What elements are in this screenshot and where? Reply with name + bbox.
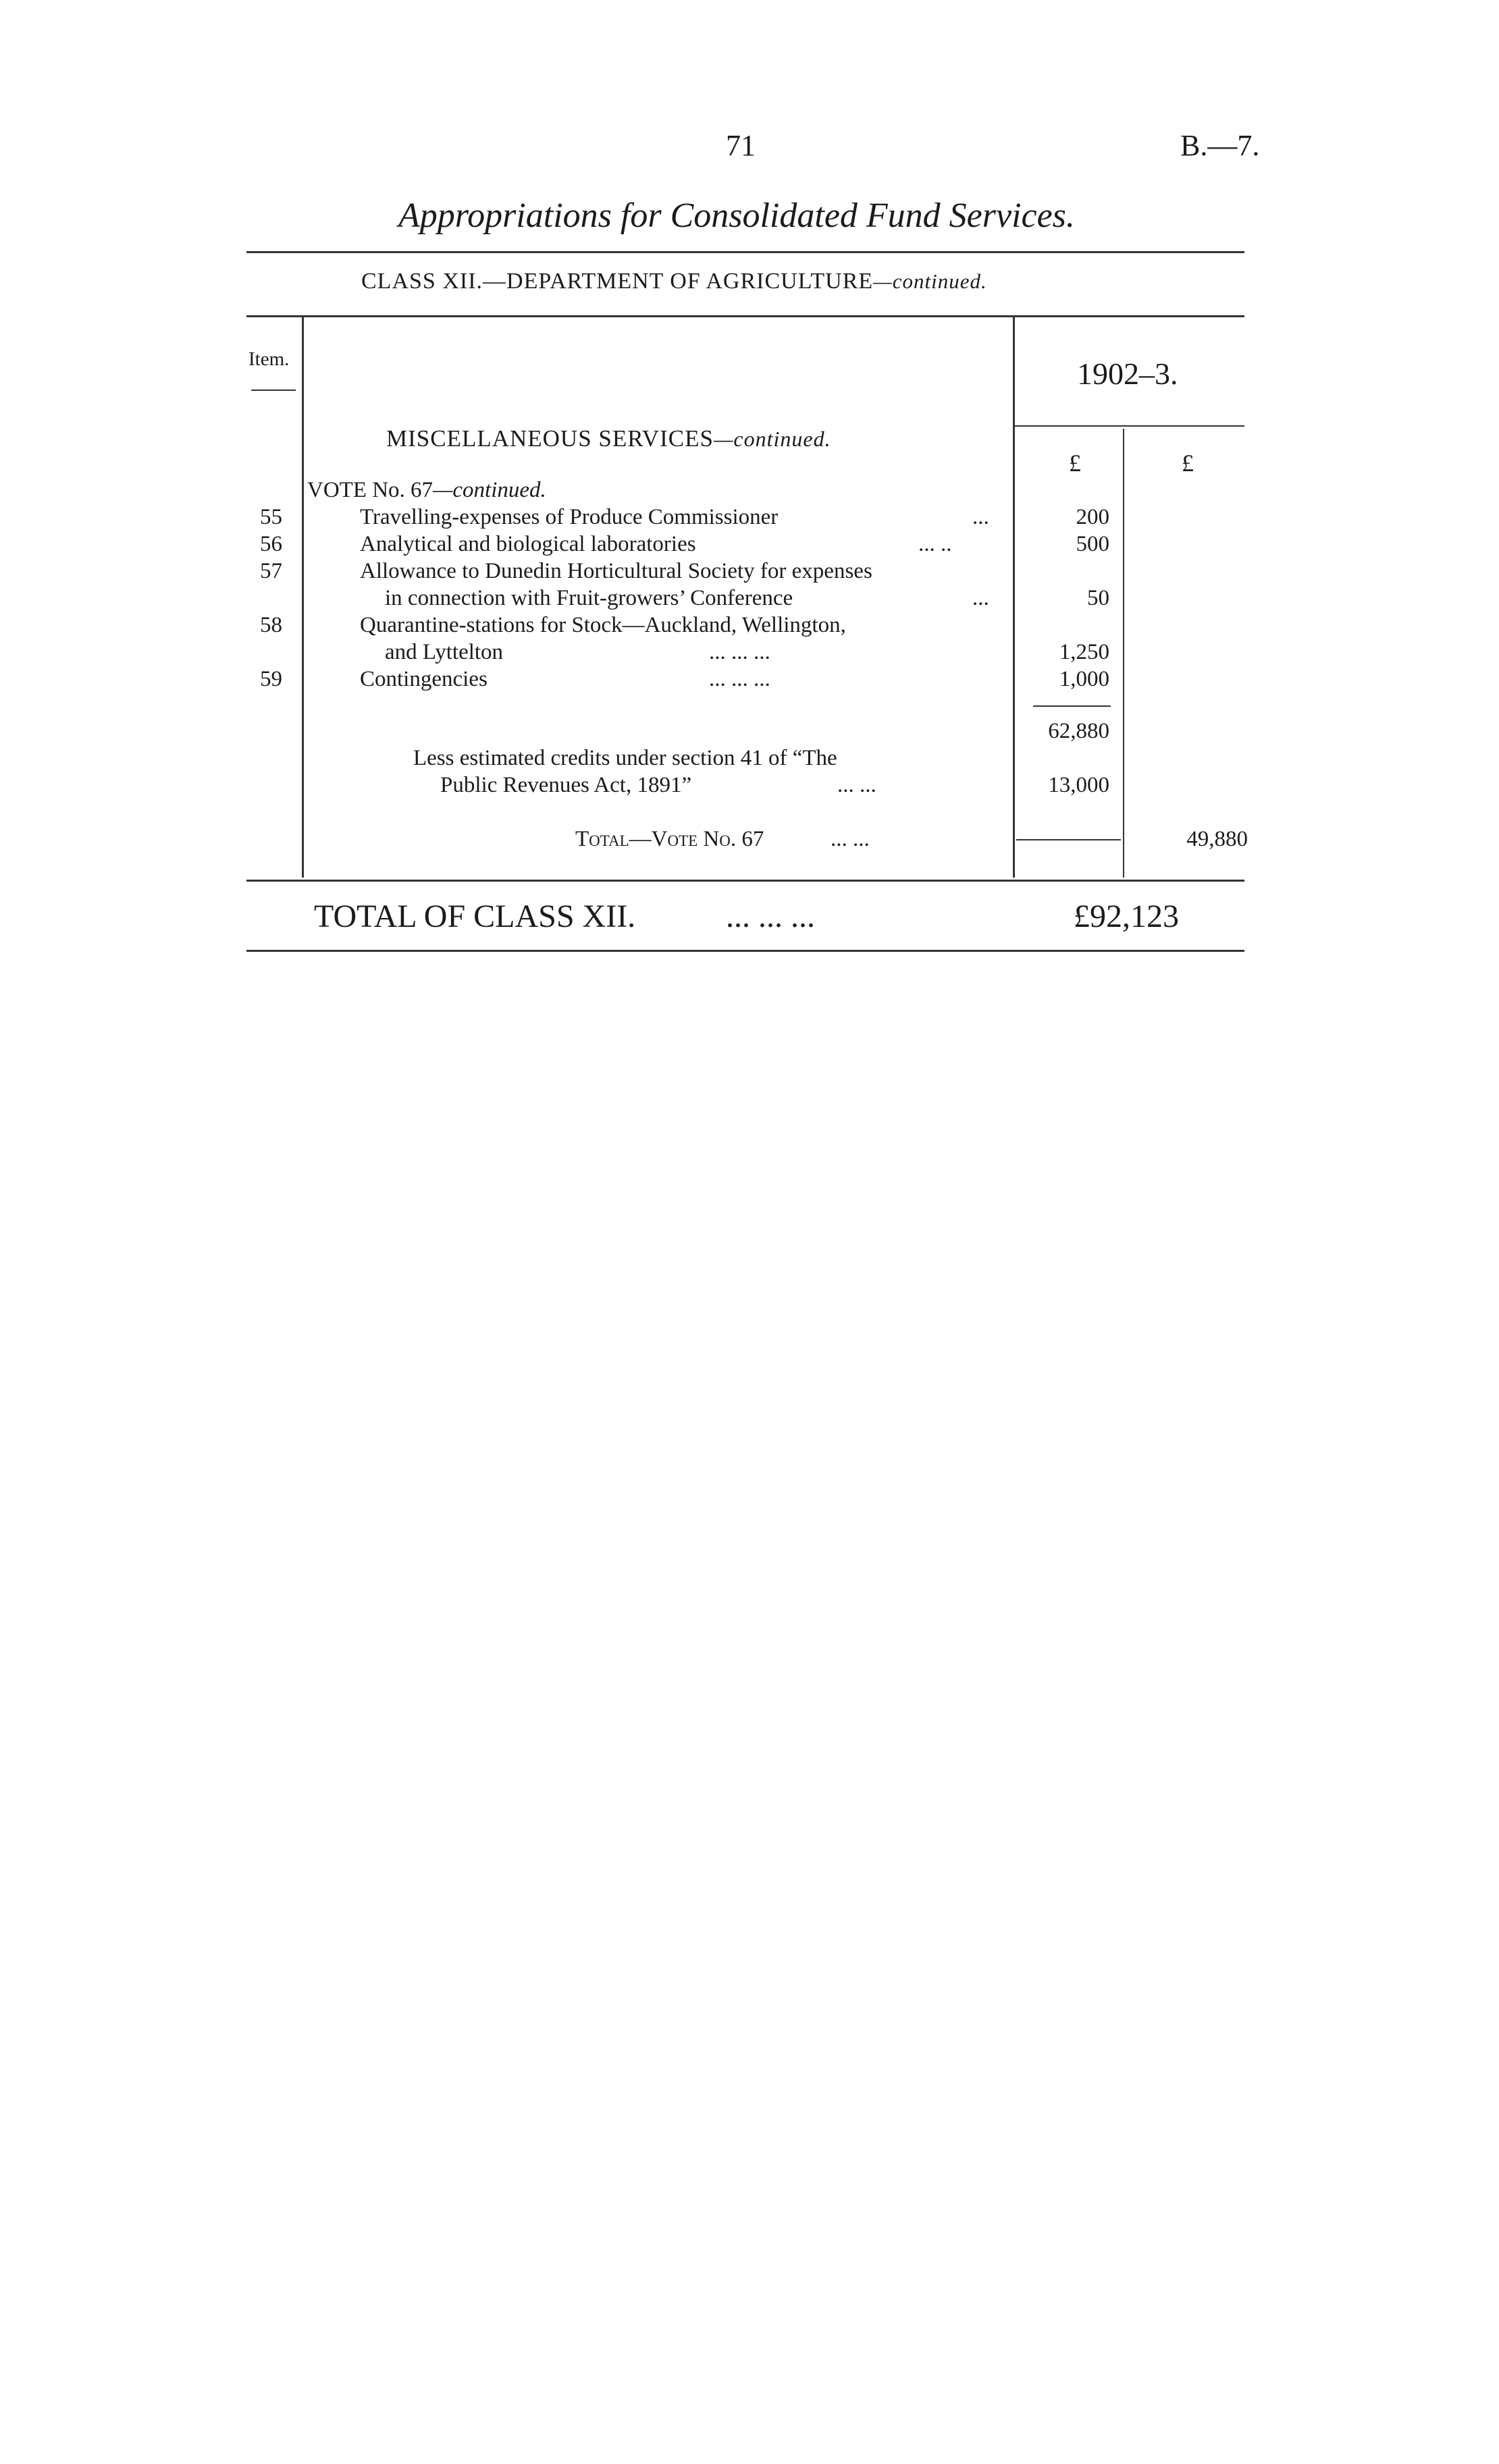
section-heading-suffix: —continued. [713,427,831,451]
item-amount: 500 [1076,532,1109,556]
item-number: 55 [260,505,282,529]
section-heading [386,425,831,452]
page-number: 71 [726,129,756,162]
total-vote-amount: 49,880 [1186,827,1248,851]
item-description-continued: in connection with Fruit-growers’ Conference [385,586,793,610]
item-column-header: Item. [248,348,290,370]
item-header-underline [251,390,296,391]
leader-dots: ... .. [918,532,952,556]
class-heading-suffix: —continued. [873,269,987,293]
leader-dots: ... [972,505,989,529]
total-vote-label: Total—Vote No. 67 [575,827,764,851]
item-amount: 200 [1076,505,1109,529]
year-column-header: 1902–3. [1077,356,1178,391]
item-number: 57 [260,559,282,583]
vote-heading-text: VOTE No. 67 [307,478,433,502]
less-credits-line1: Less estimated credits under section 41 of “The [413,746,837,770]
footer-rule [246,950,1244,952]
less-credits-amount: 13,000 [1048,773,1109,797]
currency-symbol-col2: £ [1182,450,1194,477]
page-title: Appropriations for Consolidated Fund Services. [398,196,1075,235]
desc-column-rule [1013,317,1015,878]
table-bottom-rule [246,880,1244,882]
item-number: 59 [260,667,282,691]
item-description: Allowance to Dunedin Horticultural Society for expenses [360,559,872,583]
total-vote-rule [1016,839,1121,840]
title-rule [246,251,1244,253]
item-number: 58 [260,613,282,637]
item-amount: 1,250 [1059,640,1109,664]
leader-dots: ... ... ... [726,899,815,934]
class-heading [361,269,987,294]
leader-dots: ... ... ... [709,667,770,691]
item-amount: 50 [1087,586,1109,610]
item-column-rule [302,317,304,878]
currency-symbol-col1: £ [1069,450,1081,477]
subtotal-rule [1033,705,1111,707]
item-description: Analytical and biological laboratories [360,532,696,556]
item-description: Contingencies [360,667,488,691]
less-credits-line2: Public Revenues Act, 1891” [440,773,692,797]
leader-dots: ... ... [831,827,870,851]
subtotal-amount: 62,880 [1048,719,1109,743]
leader-dots: ... [972,586,989,610]
table-top-rule [246,315,1244,317]
leader-dots: ... ... [837,773,876,797]
item-description: Quarantine-stations for Stock—Auckland, Wellington, [360,613,846,637]
vote-heading-suffix: —continued. [433,478,546,502]
section-heading-text: MISCELLANEOUS SERVICES [386,425,714,452]
class-total-amount: £92,123 [1074,899,1179,934]
document-code: B.—7. [1180,129,1260,162]
class-total-label: TOTAL OF CLASS XII. [314,899,636,934]
leader-dots: ... ... ... [709,640,770,664]
year-header-rule [1014,425,1244,427]
item-description-continued: and Lyttelton [385,640,504,664]
item-amount: 1,000 [1059,667,1109,691]
amount-column-rule [1123,429,1124,878]
item-number: 56 [260,532,282,556]
vote-heading [307,478,546,503]
class-heading-text: CLASS XII.—DEPARTMENT OF AGRICULTURE [361,269,874,294]
item-description: Travelling-expenses of Produce Commissioner [360,505,779,529]
